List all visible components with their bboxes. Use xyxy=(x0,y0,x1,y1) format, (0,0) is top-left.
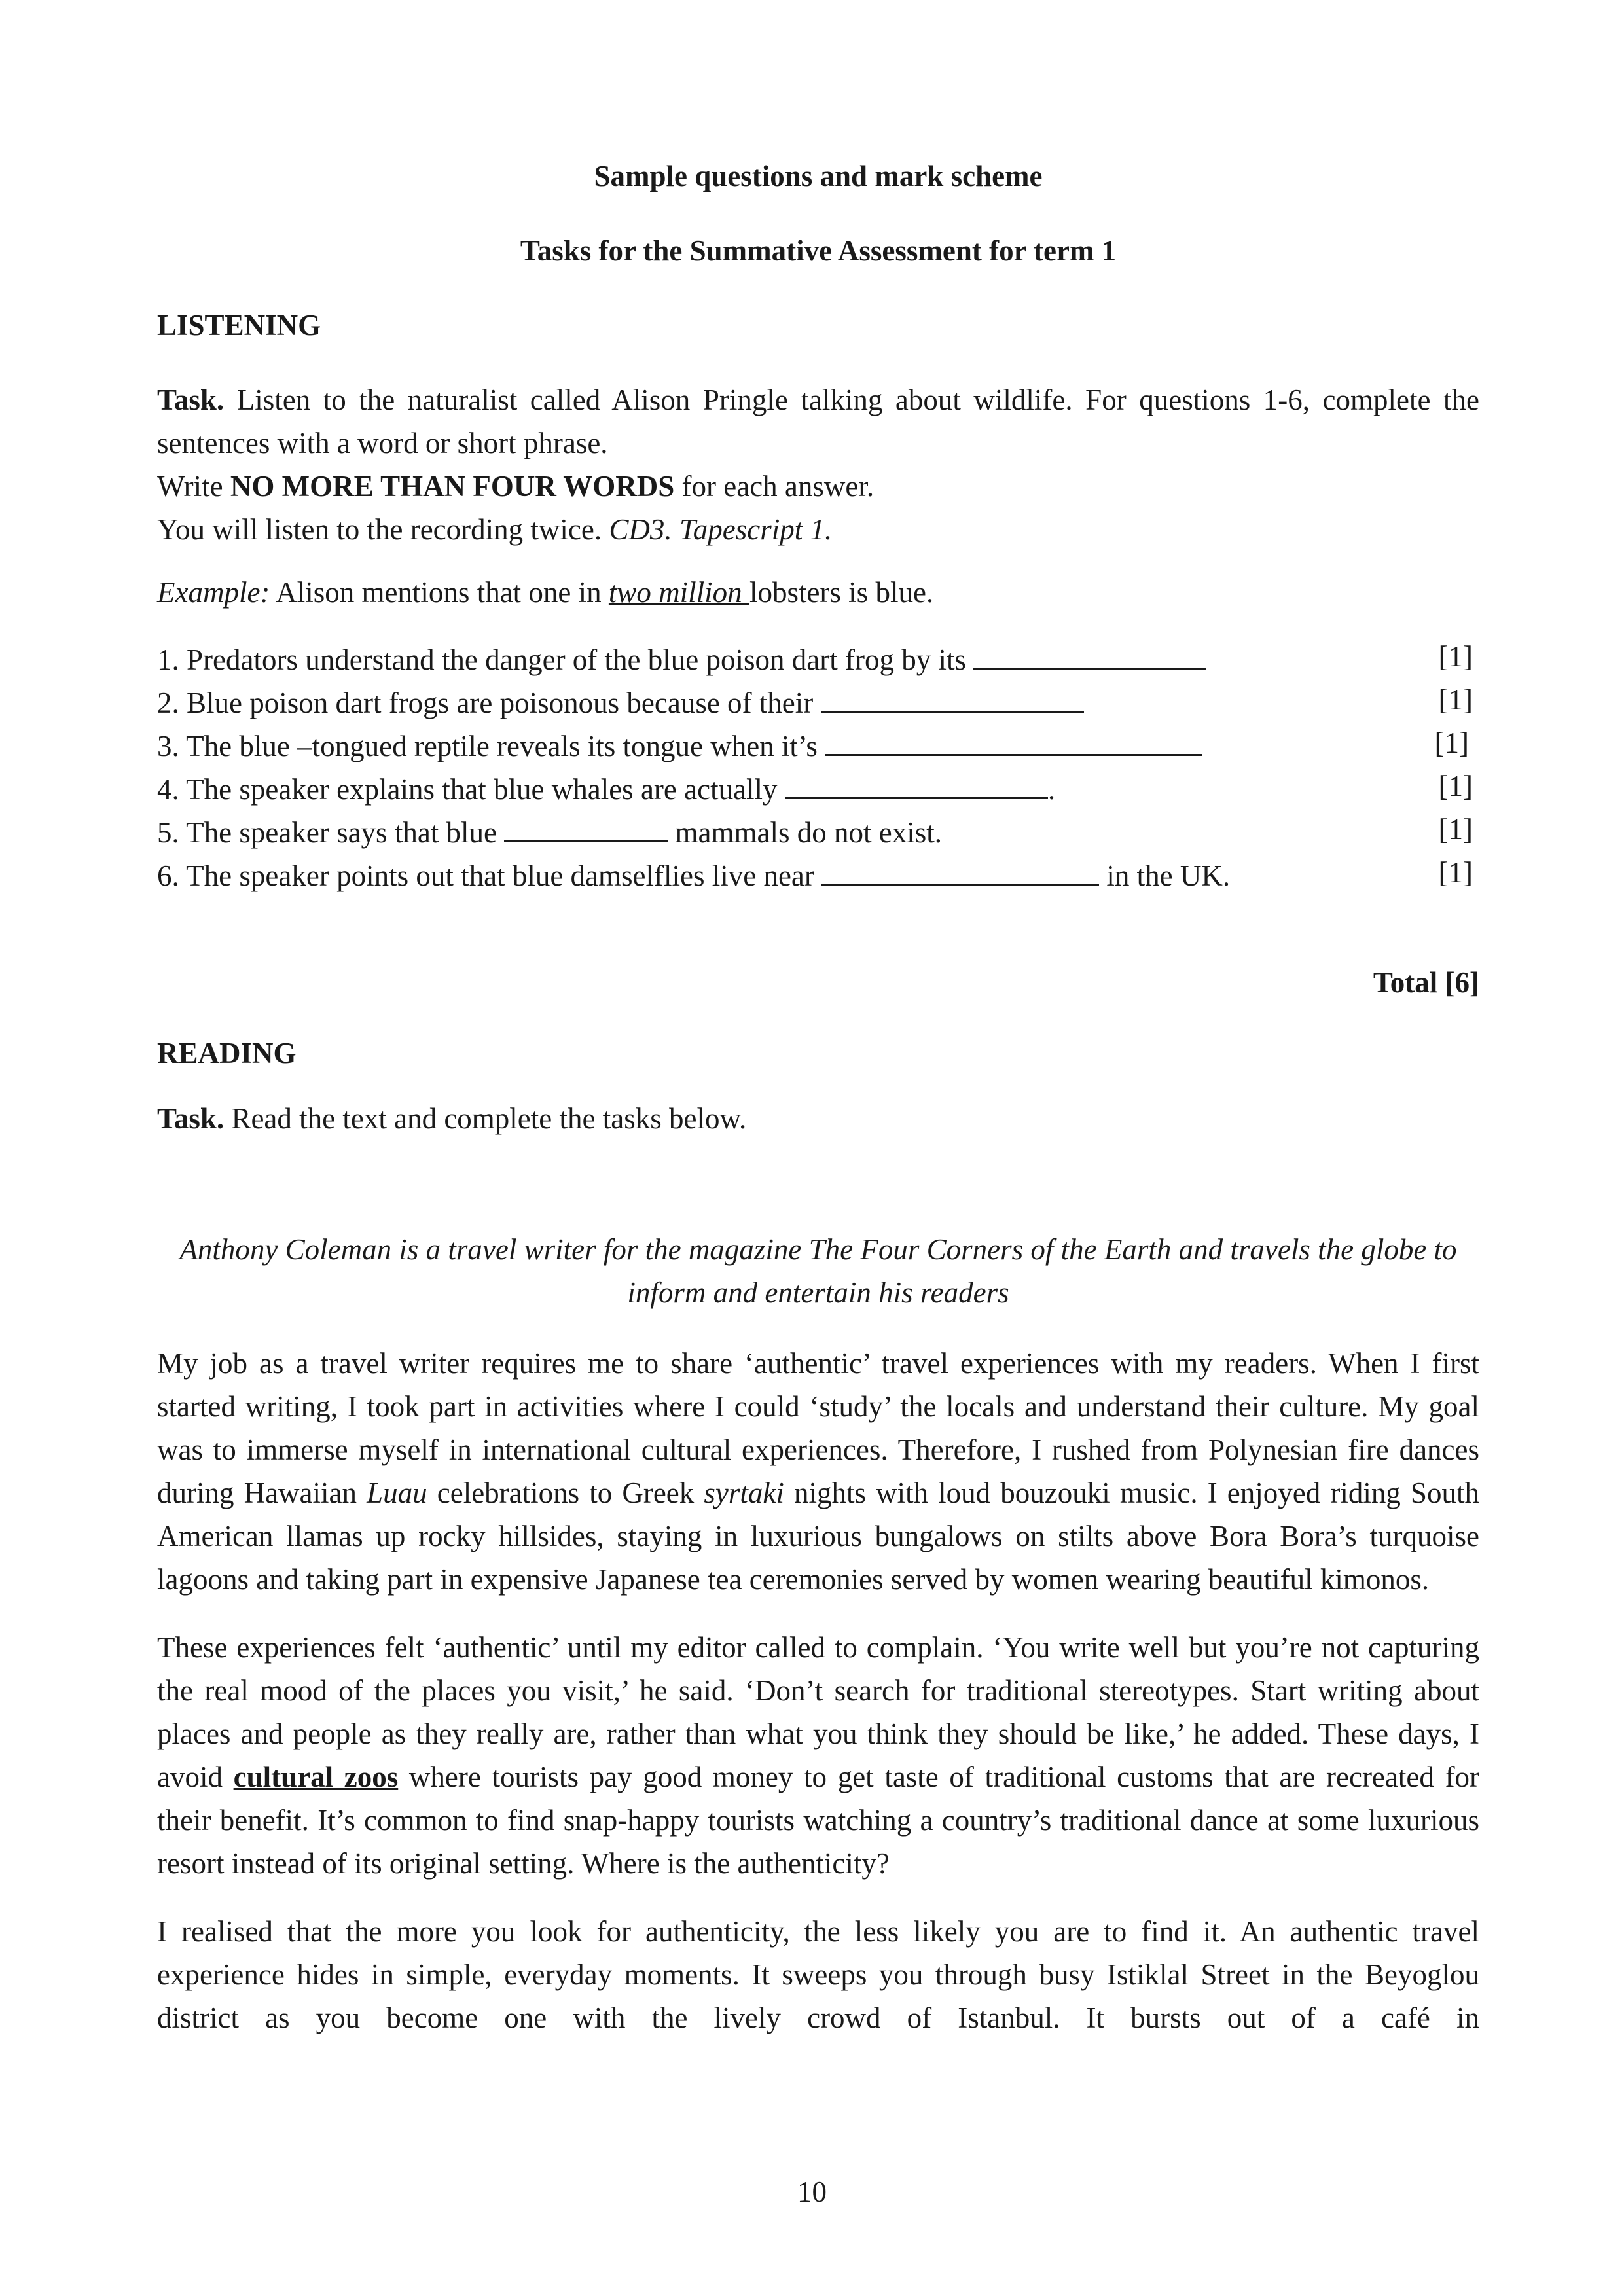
page-title: Sample questions and mark scheme xyxy=(594,160,1043,192)
listening-total: Total [6] xyxy=(1373,966,1479,999)
answer-blank[interactable] xyxy=(785,764,1048,799)
listening-instructions xyxy=(157,378,1479,551)
answer-blank[interactable] xyxy=(821,851,1099,886)
listening-task-text: Task. Listen to the naturalist called Alison Pringle talking about wildlife. For questions 1-6, complete the sentences with a word or short phrase. xyxy=(157,384,1479,459)
question-mark: [1] xyxy=(1434,726,1469,759)
answer-blank[interactable] xyxy=(504,808,668,842)
task-label: Task. xyxy=(157,384,225,416)
answer-blank[interactable] xyxy=(973,635,1206,670)
question-6: 6. The speaker points out that blue damselflies live near in the UK. [1] xyxy=(157,851,1473,894)
page-subtitle: Tasks for the Summative Assessment for term 1 xyxy=(520,234,1117,267)
listening-heading: LISTENING xyxy=(157,309,321,342)
page-number: 10 xyxy=(797,2176,827,2208)
answer-blank[interactable] xyxy=(821,678,1084,713)
question-5: 5. The speaker says that blue mammals do not exist. [1] xyxy=(157,808,1473,851)
article-intro: Anthony Coleman is a travel writer for the magazine The Four Corners of the Earth and travels the globe to inform and entertain his readers xyxy=(179,1233,1457,1309)
example-answer: two million xyxy=(608,576,749,609)
question-mark: [1] xyxy=(1438,813,1473,846)
tapescript-reference: CD3. Tapescript 1. xyxy=(609,513,833,546)
question-2: 2. Blue poison dart frogs are poisonous because of their [1] xyxy=(157,678,1473,721)
reading-task: Task. Read the text and complete the tasks below. xyxy=(157,1102,747,1135)
answer-blank[interactable] xyxy=(825,721,1202,756)
cultural-zoos-term: cultural zoos xyxy=(233,1761,399,1793)
article-paragraph-3: I realised that the more you look for authenticity, the less likely you are to find it. An authentic travel experience hides in simple, everyday moments. It sweeps you through busy Istiklal Street in the Beyoglou district as you become one with the lively crowd of Istanbul. It bursts out of a café in xyxy=(157,1915,1479,2034)
example-label: Example: xyxy=(157,576,270,609)
question-3: 3. The blue –tongued reptile reveals its tongue when it’s [1] xyxy=(157,721,1473,764)
article-paragraph-2: These experiences felt ‘authentic’ until my editor called to complain. ‘You write well but you’re not capturing the real mood of the places you visit,’ he said. ‘Don’t search for traditional stereotypes. Start writing about places and people as they really are, rather than what you think they should be like,’ he added. These days, I avoid cultural zoos where tourists pay good money to get taste of traditional customs that are recreated for their benefit. It’s common to find snap-happy tourists watching a country’s traditional dance at some luxurious resort instead of its original setting. Where is the authenticity? xyxy=(157,1631,1479,1880)
recording-instruction: You will listen to the recording twice. CD3. Tapescript 1. xyxy=(157,513,833,546)
question-mark: [1] xyxy=(1438,640,1473,673)
article-body xyxy=(157,1342,1479,2039)
reading-heading: READING xyxy=(157,1037,297,1069)
question-1: 1. Predators understand the danger of the blue poison dart frog by its [1] xyxy=(157,635,1473,678)
article-paragraph-1: My job as a travel writer requires me to share ‘authentic’ travel experiences with my readers. When I first started writing, I took part in activities where I could ‘study’ the locals and understand their culture. My goal was to immerse myself in international cultural experiences. Therefore, I rushed from Polynesian fire dances during Hawaiian Luau celebrations to Greek syrtaki nights with loud bouzouki music. I enjoyed riding South American llamas up rocky hillsides, staying in luxurious bungalows on stilts above Bora Bora’s turquoise lagoons and taking part in expensive Japanese tea ceremonies served by women wearing beautiful kimonos. xyxy=(157,1347,1479,1596)
question-4: 4. The speaker explains that blue whales are actually . [1] xyxy=(157,764,1473,808)
task-label: Task. xyxy=(157,1102,225,1135)
question-mark: [1] xyxy=(1438,683,1473,716)
word-limit-instruction: Write NO MORE THAN FOUR WORDS for each answer. xyxy=(157,470,875,503)
question-mark: [1] xyxy=(1438,856,1473,889)
question-mark: [1] xyxy=(1438,770,1473,802)
example-sentence: Example: Alison mentions that one in two million lobsters is blue. xyxy=(157,576,934,609)
